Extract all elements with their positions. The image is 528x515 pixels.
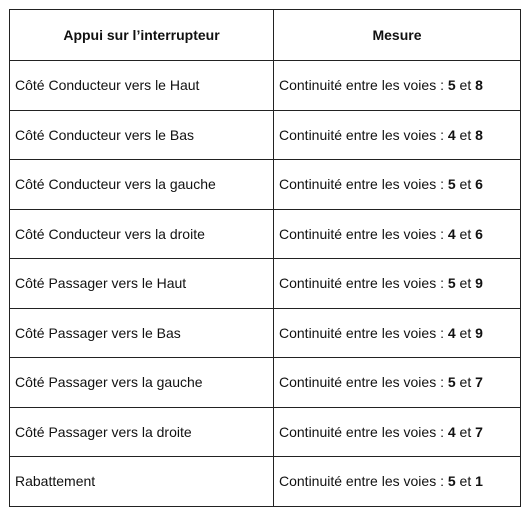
measure-joiner: et <box>455 126 476 143</box>
measure-joiner: et <box>455 423 476 440</box>
voie-a: 4 <box>447 126 456 143</box>
voie-b: 8 <box>475 126 483 143</box>
measurement-table <box>9 9 521 507</box>
cell-mesure <box>274 308 521 358</box>
measure-prefix: Continuité entre les voies : <box>279 77 448 94</box>
cell-appui: Rabattement <box>10 457 274 507</box>
voie-b: 8 <box>475 77 483 94</box>
header-appui: Appui sur l’interrupteur <box>10 10 274 61</box>
voie-a: 4 <box>447 225 456 242</box>
table-row <box>10 407 521 457</box>
cell-mesure <box>274 209 521 259</box>
measure-joiner: et <box>455 225 476 242</box>
cell-appui: Côté Passager vers le Bas <box>10 308 274 358</box>
cell-appui: Côté Passager vers la droite <box>10 407 274 457</box>
measure-joiner: et <box>455 473 476 490</box>
measure-joiner: et <box>455 176 476 193</box>
measure-joiner: et <box>455 324 476 341</box>
cell-appui: Côté Conducteur vers le Bas <box>10 110 274 160</box>
voie-a: 5 <box>447 275 456 292</box>
measure-prefix: Continuité entre les voies : <box>279 176 448 193</box>
table-row <box>10 110 521 160</box>
cell-mesure <box>274 358 521 408</box>
table-row <box>10 160 521 210</box>
cell-mesure <box>274 110 521 160</box>
voie-a: 4 <box>447 324 456 341</box>
cell-mesure <box>274 160 521 210</box>
voie-a: 5 <box>447 77 456 94</box>
voie-b: 7 <box>475 374 483 391</box>
measure-prefix: Continuité entre les voies : <box>279 324 448 341</box>
voie-b: 9 <box>475 275 483 292</box>
cell-appui: Côté Conducteur vers la gauche <box>10 160 274 210</box>
measure-prefix: Continuité entre les voies : <box>279 374 448 391</box>
measure-prefix: Continuité entre les voies : <box>279 473 448 490</box>
measure-prefix: Continuité entre les voies : <box>279 126 448 143</box>
voie-a: 5 <box>447 473 456 490</box>
voie-a: 5 <box>447 374 456 391</box>
voie-b: 6 <box>475 225 483 242</box>
header-mesure: Mesure <box>274 10 521 61</box>
cell-mesure <box>274 61 521 111</box>
cell-appui: Côté Conducteur vers le Haut <box>10 61 274 111</box>
table-header-row <box>10 10 521 61</box>
cell-mesure <box>274 407 521 457</box>
measure-prefix: Continuité entre les voies : <box>279 423 448 440</box>
measure-joiner: et <box>455 275 476 292</box>
voie-b: 1 <box>475 473 483 490</box>
cell-appui: Côté Passager vers le Haut <box>10 259 274 309</box>
measure-prefix: Continuité entre les voies : <box>279 275 448 292</box>
voie-b: 7 <box>475 423 483 440</box>
voie-b: 9 <box>475 324 483 341</box>
voie-a: 5 <box>447 176 456 193</box>
table-row <box>10 209 521 259</box>
table-row <box>10 308 521 358</box>
cell-mesure <box>274 457 521 507</box>
measure-joiner: et <box>455 77 476 94</box>
table-row <box>10 61 521 111</box>
table-container <box>9 9 521 507</box>
cell-appui: Côté Passager vers la gauche <box>10 358 274 408</box>
cell-mesure <box>274 259 521 309</box>
measure-prefix: Continuité entre les voies : <box>279 225 448 242</box>
voie-b: 6 <box>475 176 483 193</box>
table-row <box>10 259 521 309</box>
table-row <box>10 457 521 507</box>
measure-joiner: et <box>455 374 476 391</box>
cell-appui: Côté Conducteur vers la droite <box>10 209 274 259</box>
table-row <box>10 358 521 408</box>
voie-a: 4 <box>447 423 456 440</box>
